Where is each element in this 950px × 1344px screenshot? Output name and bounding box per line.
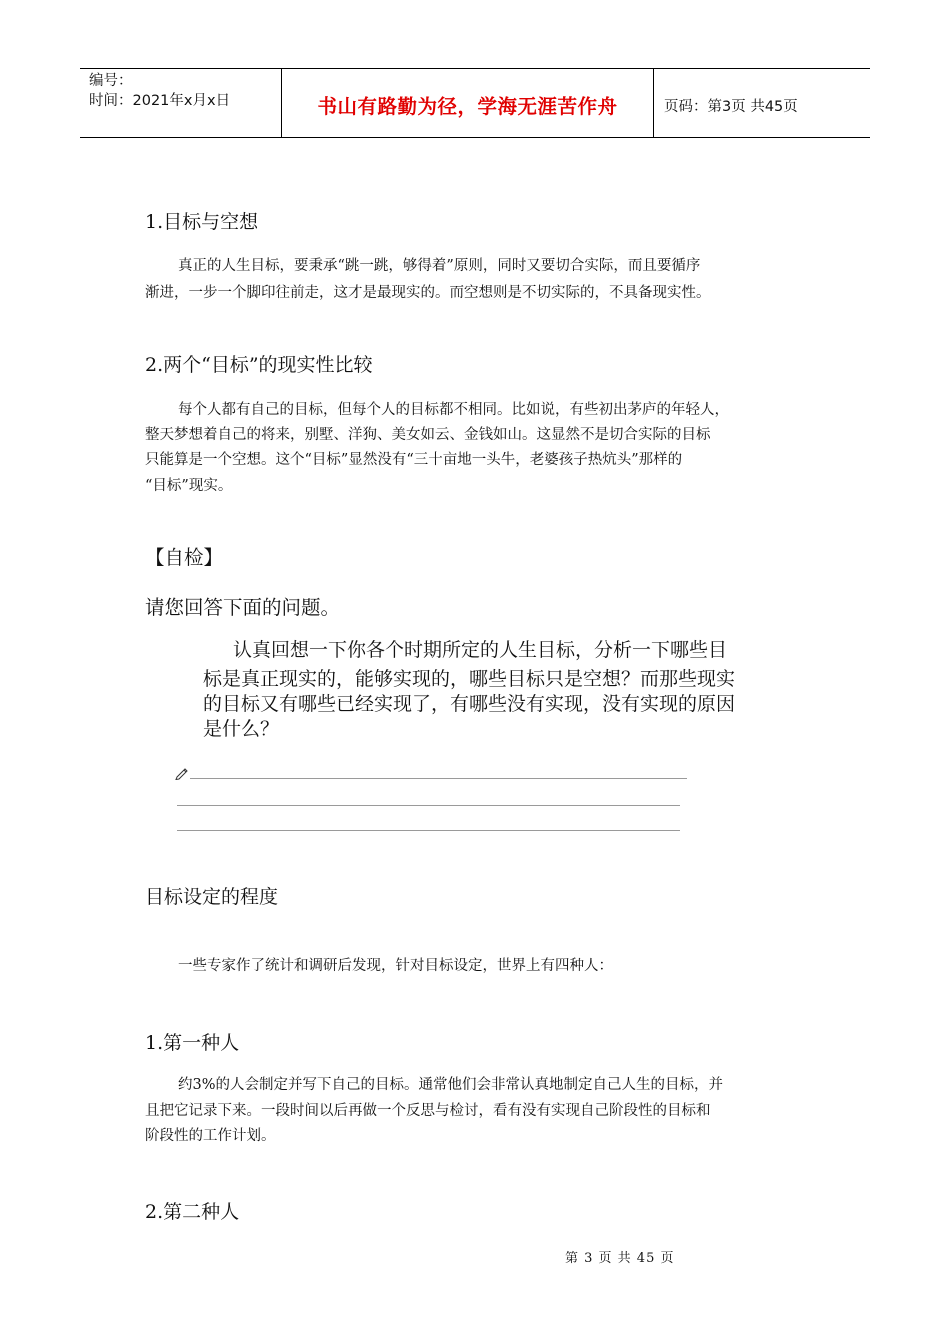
question-line-3: 的目标又有哪些已经实现了，有哪些没有实现，没有实现的原因 [203, 693, 736, 715]
answer-line-2[interactable] [177, 805, 680, 806]
question-line-1: 认真回想一下你各个时期所定的人生目标，分析一下哪些目 [233, 639, 728, 661]
header-motto: 书山有路勤为径，学海无涯苦作舟 [282, 69, 654, 137]
selfcheck-title: 【自检】 [145, 546, 224, 569]
pencil-icon [175, 766, 189, 780]
type2-heading: 2.第二种人 [145, 1201, 240, 1223]
section2-line-4: “目标”现实。 [145, 478, 233, 494]
answer-line-3[interactable] [177, 830, 680, 831]
page-footer: 第 3 页 共 45 页 [565, 1251, 675, 1266]
section2-line-1: 每个人都有自己的目标，但每个人的目标都不相同。比如说，有些初出茅庐的年轻人， [178, 402, 729, 418]
header-page-info: 页码：第3页 共45页 [664, 98, 798, 115]
type1-heading: 1.第一种人 [145, 1032, 240, 1054]
question-line-2: 标是真正现实的，能够实现的，哪些目标只是空想？而那些现实 [203, 668, 736, 690]
type1-line-2: 且把它记录下来。一段时间以后再做一个反思与检讨，看有没有实现自己阶段性的目标和 [145, 1103, 711, 1119]
time-label: 时间：2021年x月x日 [89, 93, 231, 109]
page-header [80, 68, 870, 138]
section1-line-2: 渐进，一步一个脚印往前走，这才是最现实的。而空想则是不切实际的，不具备现实性。 [145, 285, 711, 301]
header-meta [80, 69, 282, 137]
section3-heading: 目标设定的程度 [145, 886, 279, 908]
type1-line-3: 阶段性的工作计划。 [145, 1128, 276, 1144]
section2-line-3: 只能算是一个空想。这个“目标”显然没有“三十亩地一头牛，老婆孩子热炕头”那样的 [145, 452, 683, 468]
answer-line-1[interactable] [190, 778, 687, 779]
section1-line-1: 真正的人生目标，要秉承“跳一跳，够得着”原则，同时又要切合实际，而且要循序 [178, 258, 701, 274]
section1-heading: 1.目标与空想 [145, 211, 259, 233]
selfcheck-prompt: 请您回答下面的问题。 [145, 596, 341, 619]
type1-line-1: 约3%的人会制定并写下自己的目标。通常他们会非常认真地制定自己人生的目标，并 [178, 1077, 723, 1093]
section3-intro: 一些专家作了统计和调研后发现，针对目标设定，世界上有四种人： [178, 958, 613, 974]
section2-heading: 2.两个“目标”的现实性比较 [145, 354, 373, 376]
number-label: 编号： [89, 73, 133, 89]
section2-line-2: 整天梦想着自己的将来，别墅、洋狗、美女如云、金钱如山。这显然不是切合实际的目标 [145, 427, 711, 443]
question-line-4: 是什么？ [203, 718, 280, 740]
